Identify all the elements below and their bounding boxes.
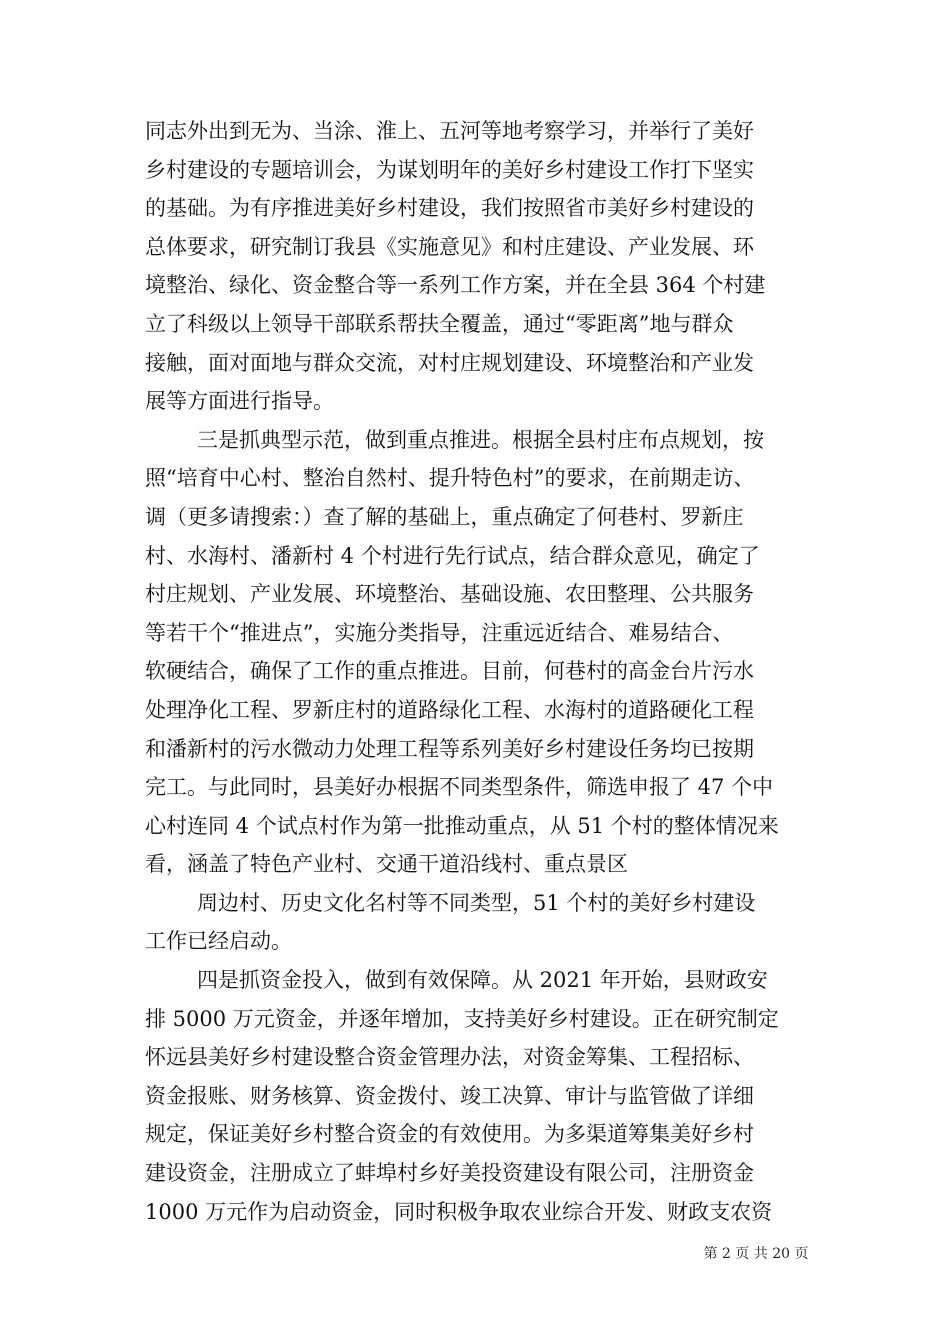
text-line: 和潘新村的污水微动力处理工程等系列美好乡村建设任务均已按期 <box>145 736 754 761</box>
text-line: 总体要求，研究制订我县《实施意见》和村庄建设、产业发展、环 <box>145 234 754 259</box>
text-line: 完工。与此同时，县美好办根据不同类型条件，筛选申报了 47 个中 <box>145 775 774 800</box>
text-line: 境整治、绿化、资金整合等一系列工作方案，并在全县 364 个村建 <box>145 273 766 298</box>
text-line: 规定，保证美好乡村整合资金的有效使用。为多渠道筹集美好乡村 <box>145 1122 754 1147</box>
text-line: 软硬结合，确保了工作的重点推进。目前，何巷村的高金台片污水 <box>145 659 754 684</box>
page-footer <box>0 1245 950 1263</box>
text-line: 接触，面对面地与群众交流，对村庄规划建设、环境整治和产业发 <box>145 350 754 375</box>
paragraph-start-line: 周边村、历史文化名村等不同类型，51 个村的美好乡村建设 <box>197 890 756 915</box>
text-line: 等若干个“推进点”，实施分类指导，注重远近结合、难易结合、 <box>145 620 734 645</box>
page-number: 第 2 页 共 20 页 <box>703 1246 809 1262</box>
text-line: 调（更多请搜索：）查了解的基础上，重点确定了何巷村、罗新庄 <box>145 504 744 529</box>
text-line: 排 5000 万元资金，并逐年增加，支持美好乡村建设。正在研究制定 <box>145 1006 779 1031</box>
text-line: 乡村建设的专题培训会，为谋划明年的美好乡村建设工作打下坚实 <box>145 157 754 182</box>
paragraph-start-line: 四是抓资金投入，做到有效保障。从 2021 年开始，县财政安 <box>197 968 768 993</box>
text-line: 处理净化工程、罗新庄村的道路绿化工程、水海村的道路硬化工程 <box>145 697 754 722</box>
text-line: 工作已经启动。 <box>145 929 292 954</box>
text-line: 立了科级以上领导干部联系帮扶全覆盖，通过“零距离”地与群众 <box>145 311 734 336</box>
text-line: 村、水海村、潘新村 4 个村进行先行试点，结合群众意见，确定了 <box>145 543 760 568</box>
text-line: 建设资金，注册成立了蚌埠村乡好美投资建设有限公司，注册资金 <box>145 1161 754 1186</box>
text-line: 怀远县美好乡村建设整合资金管理办法，对资金筹集、工程招标、 <box>145 1045 754 1070</box>
body-text <box>145 112 805 1231</box>
text-line: 心村连同 4 个试点村作为第一批推动重点，从 51 个村的整体情况来 <box>145 813 779 838</box>
text-line: 村庄规划、产业发展、环境整治、基础设施、农田整理、公共服务 <box>145 582 754 607</box>
text-line: 1000 万元作为启动资金，同时积极争取农业综合开发、财政支农资 <box>145 1199 773 1224</box>
text-line: 的基础。为有序推进美好乡村建设，我们按照省市美好乡村建设的 <box>145 196 754 221</box>
text-line: 资金报账、财务核算、资金拨付、竣工决算、审计与监管做了详细 <box>145 1083 754 1108</box>
text-line: 同志外出到无为、当涂、淮上、五河等地考察学习，并举行了美好 <box>145 119 754 143</box>
text-line: 看，涵盖了特色产业村、交通干道沿线村、重点景区 <box>145 852 628 877</box>
text-line: 展等方面进行指导。 <box>145 389 334 414</box>
text-line: 照“培育中心村、整治自然村、提升特色村”的要求，在前期走访、 <box>145 466 755 491</box>
paragraph-start-line: 三是抓典型示范，做到重点推进。根据全县村庄布点规划，按 <box>197 427 764 452</box>
